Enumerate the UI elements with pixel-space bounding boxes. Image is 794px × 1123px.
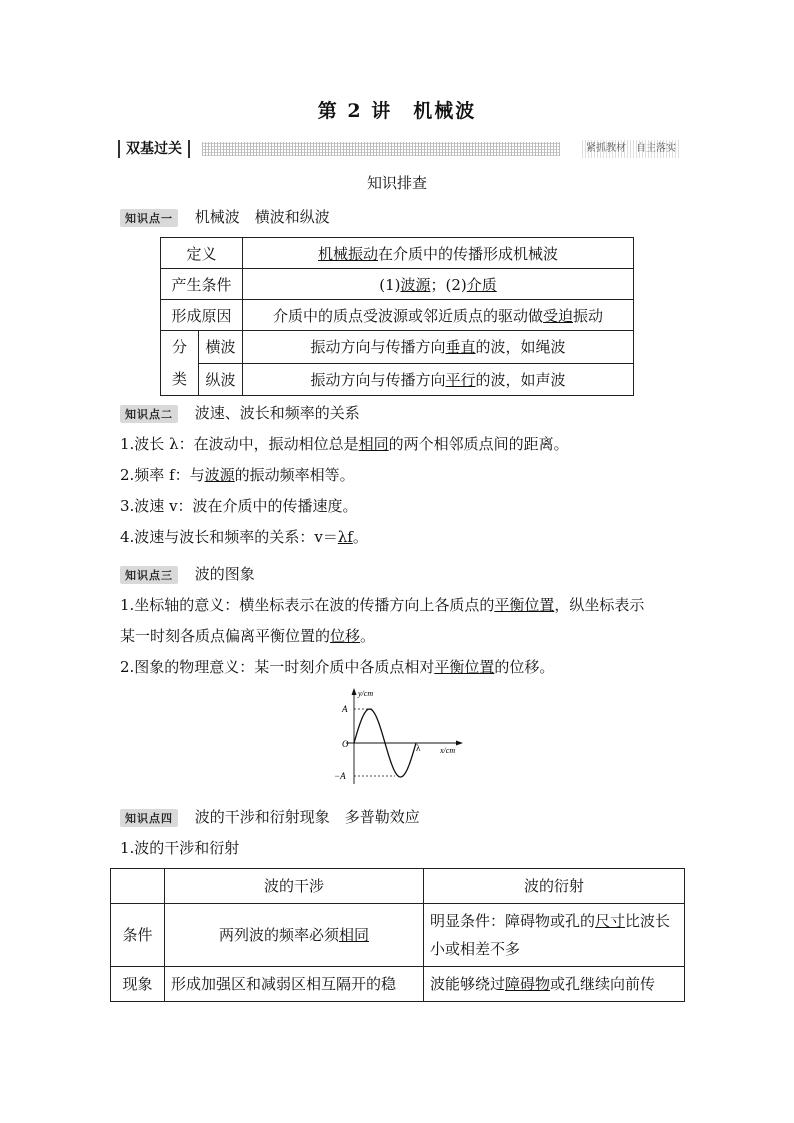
row-label: 产生条件 [161,269,243,300]
table-row [161,269,634,300]
wave-graph [334,686,474,786]
kp2-line-3: 3.波速 v：波在介质中的传播速度。 [120,497,358,515]
x-axis-label: x/cm [440,746,456,755]
column-header: 波的干涉 [165,869,424,904]
section-subtitle: 知识排查 [366,174,427,192]
row-label: 现象 [111,967,165,1002]
row-label: 横波 [199,331,243,364]
kp1-badge: 知识点一 [120,209,178,227]
table-cell: 明显条件：障碍物或孔的尺寸比波长小或相差不多 [424,904,685,967]
table-cell: 机械振动在介质中的传播形成机械波 [243,238,634,269]
tick-label-negA: −A [334,771,346,781]
row-label: 纵波 [199,363,243,396]
kp4-badge: 知识点四 [120,809,178,827]
tick-label-A: A [342,704,348,714]
kp2-title: 波速、波长和频率的关系 [194,404,360,422]
y-axis-label: y/cm [358,689,374,698]
x-axis-arrow [456,741,463,746]
table-cell: 振动方向与传播方向平行的波，如声波 [243,363,634,396]
row-label: 形成原因 [161,300,243,331]
table-row [111,869,685,904]
wave-definition-table [160,237,634,396]
tick-label-lambda: λ [416,743,421,753]
knowledge-point-3 [120,563,255,584]
row-label: 条件 [111,904,165,967]
banner-hatch [202,142,560,156]
table-cell: 形成加强区和减弱区相互隔开的稳 [165,967,424,1002]
knowledge-point-4 [120,806,420,827]
table-cell: 振动方向与传播方向垂直的波，如绳波 [243,331,634,364]
kp2-badge: 知识点二 [120,405,178,423]
interference-diffraction-table [110,868,685,1002]
table-row [161,363,634,396]
banner-tag: 双基过关 [118,140,190,158]
column-header: 波的衍射 [424,869,685,904]
knowledge-point-2 [120,402,360,423]
kp4-subheading: 1.波的干涉和衍射 [120,839,240,857]
kp3-title: 波的图象 [194,565,255,583]
table-corner-cell [111,869,165,904]
classification-label: 分 类 [161,331,199,396]
kp3-line-2: 2.图象的物理意义：某一时刻介质中各质点相对平衡位置的位移。 [120,658,555,676]
kp2-line-1: 1.波长 λ：在波动中，振动相位总是相同的两个相邻质点间的距离。 [120,435,569,453]
table-cell: 波能够绕过障碍物或孔继续向前传 [424,967,685,1002]
table-row [161,300,634,331]
row-label: 定义 [161,238,243,269]
table-row [111,967,685,1002]
kp2-line-2: 2.频率 f：与波源的振动频率相等。 [120,466,355,484]
banner-right-text: 紧抓教材 自主落实 [582,140,680,158]
tick-label-origin: O [342,739,349,749]
table-cell: 介质中的质点受波源或邻近质点的驱动做受迫振动 [243,300,634,331]
section-banner [118,140,680,158]
y-axis-arrow [352,688,357,695]
kp2-line-4: 4.波速与波长和频率的关系：v＝λf。 [120,528,368,546]
table-row [161,331,634,364]
page-title: 第 2 讲 机械波 [317,100,477,122]
table-row [111,904,685,967]
table-row [161,238,634,269]
kp3-line-1: 1.坐标轴的意义：横坐标表示在波的传播方向上各质点的平衡位置，纵坐标表示 [120,596,645,614]
knowledge-point-1 [120,206,330,227]
table-cell: 两列波的频率必须相同 [165,904,424,967]
table-cell: (1)波源；(2)介质 [243,269,634,300]
kp1-title: 机械波 横波和纵波 [194,208,330,226]
kp3-badge: 知识点三 [120,566,178,584]
kp3-line-1b: 某一时刻各质点偏离平衡位置的位移。 [120,627,376,645]
kp4-title: 波的干涉和衍射现象 多普勒效应 [194,808,420,826]
